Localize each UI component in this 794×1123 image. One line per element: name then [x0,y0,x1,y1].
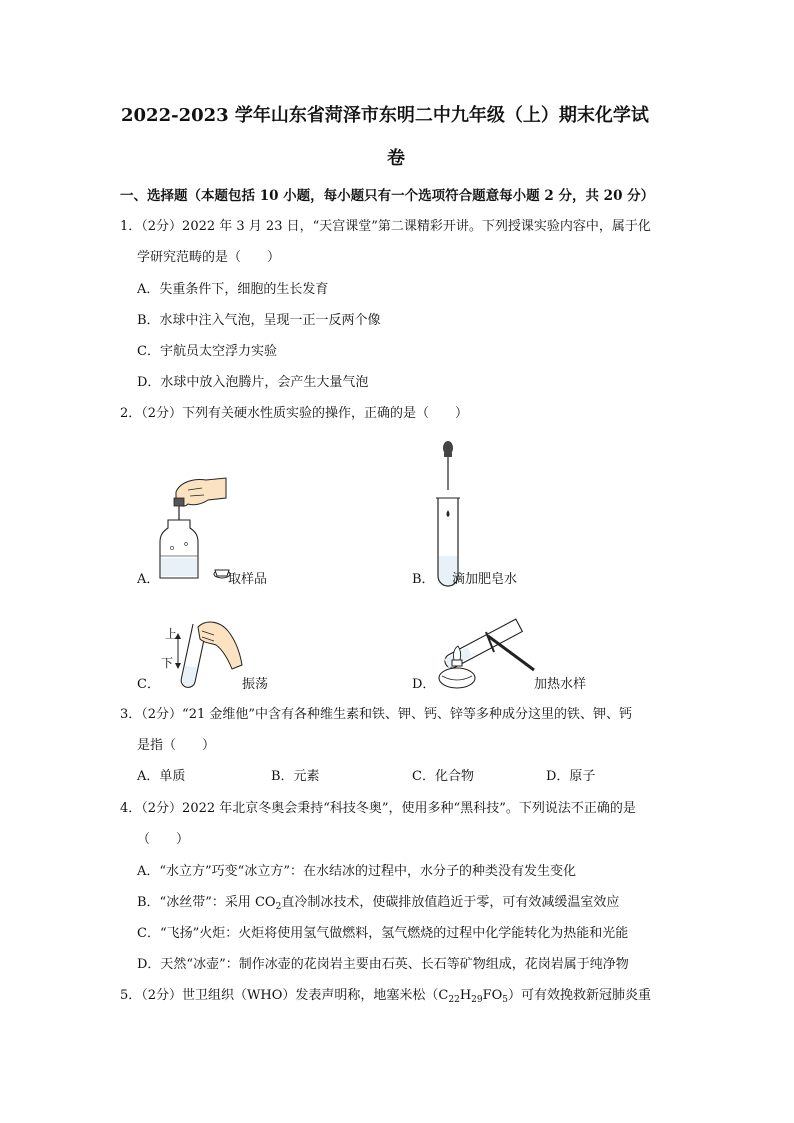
arrow-up-label: 上 [165,627,178,641]
figure-add-soap-water [428,438,468,588]
q2-option-c-caption: 振荡 [242,677,269,692]
q3-option-b: B．元素 [271,769,320,784]
q1-option-b: B．水球中注入气泡，呈现一正一反两个像 [137,313,381,328]
q3-option-c: C．化合物 [412,769,474,784]
q2-option-b-caption: 滴加肥皂水 [452,572,518,587]
q3-stem-line2: 是指（ ） [137,738,216,753]
q2-option-a-letter: A． [137,572,160,587]
q3-option-a: A．单质 [137,769,186,784]
q2-option-d-letter: D． [412,677,436,692]
q2-stem: 2．（2分）下列有关硬水性质实验的操作，正确的是（ ） [120,406,469,421]
q1-stem-line2: 学研究范畴的是（ ） [137,250,281,265]
q4-option-b: B．“冰丝带”：采用 $CO_2$直冷制冰技术，使碳排放值趋近于零，可有效减缓温室效应 [137,895,620,912]
page-title-line1: 2022-2023 学年山东省菏泽市东明二中九年级（上）期末化学试 [121,105,649,126]
q4-option-c: C．“飞扬”火炬：火炬将使用氢气做燃料，氢气燃烧的过程中化学能转化为热能和光能 [137,926,629,941]
section-heading: 一、选择题（本题包括 10 小题，每小题只有一个选项符合题意每小题 2 分，共 20 分） [120,188,655,204]
figure-take-sample [158,470,238,585]
q1-option-d: D．水球中放入泡腾片，会产生大量气泡 [137,375,369,390]
q1-stem-line1: 1．（2分）2022 年 3 月 23 日，“天宫课堂”第二课精彩开讲。下列授课实验内容中，属于化 [120,219,651,234]
figure-shake-tube [162,613,248,693]
q4-stem-line1: 4．（2分）2022 年北京冬奥会秉持“科技冬奥”，使用多种“黑科技”。下列说法不正确的是 [120,801,636,816]
arrow-down-label: 下 [161,656,174,670]
q1-option-a: A．失重条件下，细胞的生长发育 [137,282,329,297]
q4-option-a: A．“水立方”巧变“冰立方”：在水结冰的过程中，水分子的种类没有发生变化 [137,864,576,879]
q3-option-d: D．原子 [546,769,596,784]
q4-stem-line2: （ ） [137,832,190,847]
q2-option-a-caption: 取样品 [228,572,268,587]
q5-stem: 5．（2分）世卫组织（WHO）发表声明称，地塞米松$(C_{22}H_{29}FO_5)$可有效挽救新冠肺炎重 [120,988,652,1005]
q2-option-b-letter: B． [412,572,435,587]
q2-option-d-caption: 加热水样 [534,677,587,692]
q2-option-c-letter: C． [137,677,160,692]
page-title-line2: 卷 [387,148,405,169]
q3-stem-line1: 3．（2分）“21 金维他”中含有各种维生素和铁、钾、钙、锌等多种成分这里的铁、钾、钙 [120,707,633,722]
figure-heat-water-sample [428,610,540,692]
q4-option-d: D．天然“冰壶”：制作冰壶的花岗岩主要由石英、长石等矿物组成，花岗岩属于纯净物 [137,957,629,972]
q1-option-c: C．宇航员太空浮力实验 [137,344,277,359]
